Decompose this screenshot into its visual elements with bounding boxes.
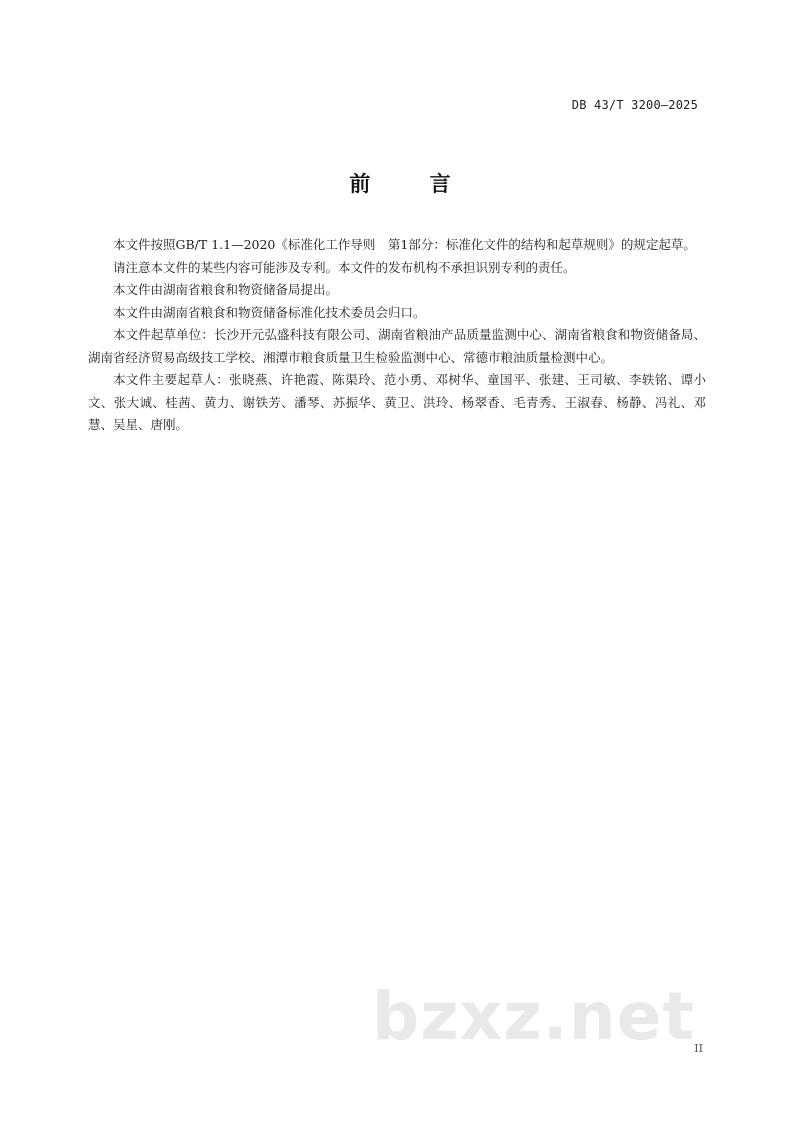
paragraph-proposed-by: 本文件由湖南省粮食和物资储备局提出。	[113, 282, 339, 297]
watermark-logo: bzxz.net	[372, 978, 696, 1055]
standard-id: DB 43/T 3200—2025	[571, 98, 698, 112]
paragraph-committee: 本文件由湖南省粮食和物资储备标准化技术委员会归口。	[113, 304, 426, 320]
paragraph-drafters: 本文件主要起草人：张晓燕、许艳霞、陈渠玲、范小勇、邓树华、童国平、张建、王司敏、李轶铭、谭小文、张大诚、桂茜、黄力、谢铁芳、潘琴、苏振华、黄卫、洪玲、杨翠香、毛青秀、王淑春、杨静、冯礼、邓慧、吴星、唐刚。	[88, 372, 706, 432]
page-number: II	[694, 1042, 703, 1055]
paragraph-drafting-units: 本文件起草单位：长沙开元弘盛科技有限公司、湖南省粮油产品质量监测中心、湖南省粮食和物资储备局、湖南省经济贸易高级技工学校、湘潭市粮食质量卫生检验监测中心、常德市粮油质量检测中心。	[88, 327, 706, 365]
paragraph-patent-notice: 请注意本文件的某些内容可能涉及专利。本文件的发布机构不承担识别专利的责任。	[113, 259, 576, 275]
page-title: 前 言	[349, 172, 477, 196]
foreword-body	[88, 234, 706, 437]
paragraph-drafting-rules: 本文件按照GB/T 1.1—2020《标准化工作导则 第1部分：标准化文件的结构和起草规则》的规定起草。	[113, 237, 696, 252]
